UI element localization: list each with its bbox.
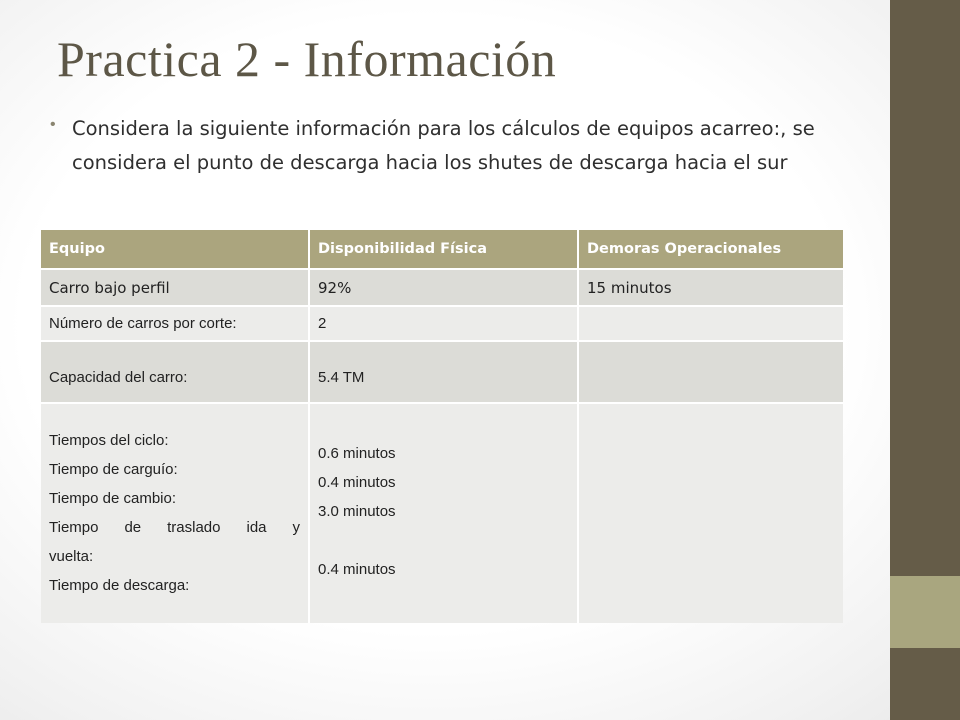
side-accent-bar-middle <box>890 576 960 648</box>
info-table <box>41 230 843 623</box>
cycle-value: 0.6 minutos <box>318 445 396 462</box>
cycle-labels-cell <box>41 403 309 623</box>
cycle-value-spacer <box>318 526 569 555</box>
side-accent-bar-top <box>890 0 960 576</box>
table-cell: 15 minutos <box>578 269 843 306</box>
cycle-label: Tiempo de descarga: <box>49 576 190 594</box>
table-cell: Número de carros por corte: <box>41 306 309 341</box>
table-cell: Carro bajo perfil <box>41 269 309 306</box>
table-header-row <box>41 230 843 269</box>
table-cell <box>578 341 843 403</box>
table-row <box>41 341 843 403</box>
side-accent-bar-bottom <box>890 648 960 720</box>
bullet-text: Considera la siguiente información para los cálculos de equipos acarreo:, se considera el punto de descarga hacia los shutes de descarga hacia el sur <box>72 117 815 174</box>
cycle-value: 3.0 minutos <box>318 503 396 520</box>
cycle-value: 0.4 minutos <box>318 474 396 491</box>
cycle-label: Tiempo de traslado ida y <box>49 518 300 536</box>
cycle-label: Tiempos del ciclo: <box>49 431 169 449</box>
table-cell: 92% <box>309 269 578 306</box>
table-cell: Capacidad del carro: <box>41 341 309 403</box>
cycle-value: 0.4 minutos <box>318 561 396 578</box>
header-disponibilidad: Disponibilidad Física <box>309 230 578 269</box>
table-cell: 2 <box>309 306 578 341</box>
table-cell-empty <box>578 403 843 623</box>
header-demoras: Demoras Operacionales <box>578 230 843 269</box>
header-equipo: Equipo <box>41 230 309 269</box>
cycle-values-cell <box>309 403 578 623</box>
bullet-icon: • <box>50 116 56 133</box>
table-row <box>41 306 843 341</box>
table-cell: 5.4 TM <box>309 341 578 403</box>
table-cell <box>578 306 843 341</box>
cycle-label: Tiempo de carguío: <box>49 460 178 478</box>
slide-title: Practica 2 - Información <box>57 31 557 87</box>
table-row-cycle-times <box>41 403 843 623</box>
cycle-label: vuelta: <box>49 547 94 565</box>
cycle-label: Tiempo de cambio: <box>49 489 177 507</box>
bullet-item <box>50 112 830 180</box>
table-row <box>41 269 843 306</box>
